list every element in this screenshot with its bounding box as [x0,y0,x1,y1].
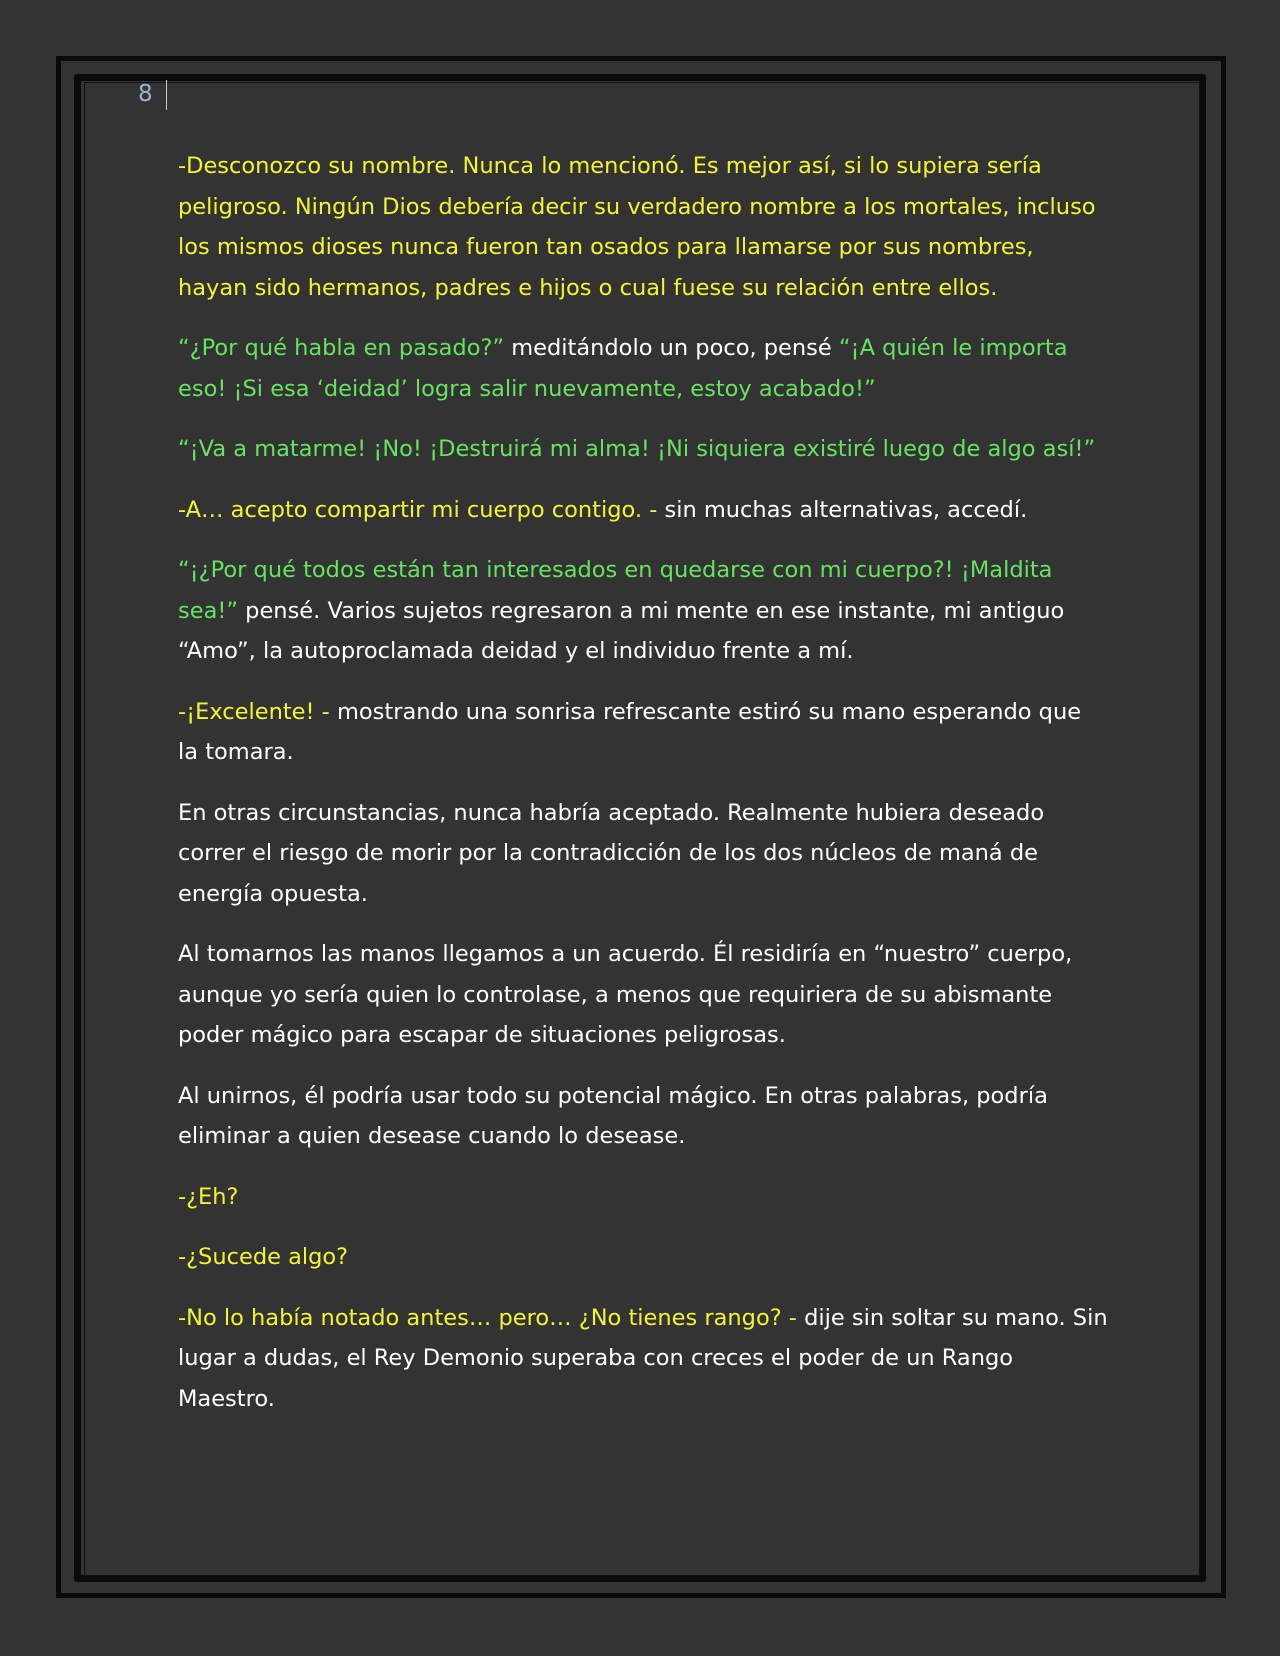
page-number-divider [166,80,167,110]
thought-text: “¡¿Por qué todos están tan interesados en quedarse con mi cuerpo?! ¡Maldita sea!” [178,557,1053,624]
paragraph-2 [178,328,1108,409]
paragraph-3 [178,429,1108,470]
paragraph-8 [178,934,1108,1056]
thought-text: “¡Va a matarme! ¡No! ¡Destruirá mi alma! ¡Ni siquiera existiré luego de algo así!” [178,436,1096,462]
narration-text: mostrando una sonrisa refrescante estiró su mano esperando que la tomara. [178,698,1082,765]
narration-text: sin muchas alternativas, accedí. [657,496,1028,523]
dialogue-text: -¿Eh? [178,1183,239,1210]
paragraph-1 [178,146,1108,308]
thought-text: “¿Por qué habla en pasado?” [178,335,505,361]
dialogue-text: -A… acepto compartir mi cuerpo contigo. - [178,496,658,523]
paragraph-9 [178,1076,1108,1157]
dialogue-text: -¡Excelente! - [178,698,330,725]
paragraph-7 [178,793,1108,915]
narration-text: meditándolo un poco, pensé [504,335,839,361]
narration-text: En otras circunstancias, nunca habría aceptado. Realmente hubiera deseado correr el riesgo de morir por la contradicción de los dos núcleos de maná de energía opuesta. [178,799,1045,907]
dialogue-text: -¿Sucede algo? [178,1244,349,1270]
narration-text: dije sin soltar su mano. Sin lugar a dudas, el Rey Demonio superaba con creces el poder de un Rango Maestro. [178,1304,1108,1412]
page-number: 8 [138,81,153,107]
paragraph-4 [178,490,1108,531]
dialogue-text: -No lo había notado antes… pero… ¿No tienes rango? - [178,1304,797,1331]
page-body [178,146,1108,1439]
paragraph-10 [178,1177,1108,1218]
narration-text: pensé. Varios sujetos regresaron a mi mente en ese instante, mi antiguo “Amo”, la autoproclamada deidad y el individuo frente a mí. [178,597,1065,664]
paragraph-11 [178,1237,1108,1278]
paragraph-12 [178,1298,1108,1420]
paragraph-5 [178,550,1108,672]
narration-text: Al tomarnos las manos llegamos a un acuerdo. Él residiría en “nuestro” cuerpo, aunque yo sería quien lo controlase, a menos que requiriera de su abismante poder mágico para escapar de situaciones peligrosas. [178,941,1073,1048]
paragraph-6 [178,692,1108,773]
thought-text: “¡A quién le importa eso! ¡Si esa ‘deidad’ logra salir nuevamente, estoy acabado!” [178,335,1068,402]
dialogue-text: -Desconozco su nombre. Nunca lo mencionó. Es mejor así, si lo supiera sería peligroso. Ningún Dios debería decir su verdadero nombre a los mortales, incluso los mismos dioses nunca fueron tan osados para llamarse por sus nombres, hayan sido hermanos, padres e hijos o cual fuese su relación entre ellos. [178,153,1096,301]
narration-text: Al unirnos, él podría usar todo su potencial mágico. En otras palabras, podría eliminar a quien desease cuando lo desease. [178,1082,1048,1149]
